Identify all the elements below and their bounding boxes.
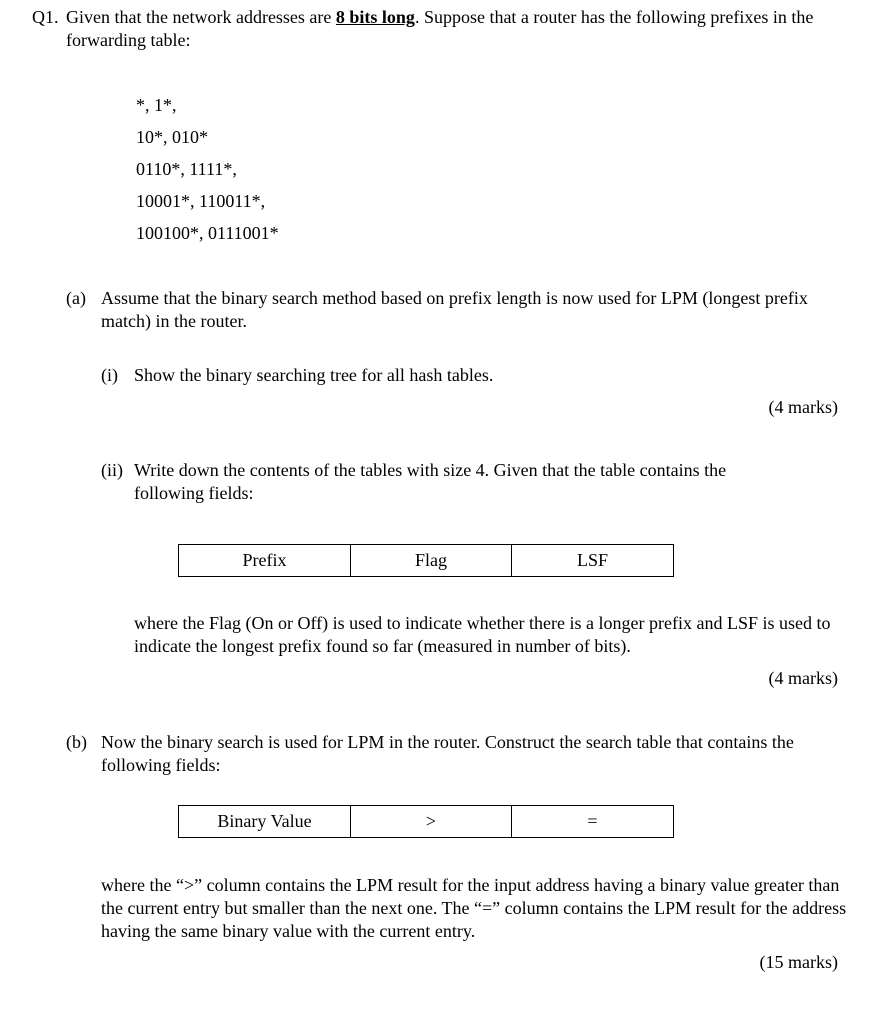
question-intro	[66, 6, 856, 52]
tables-size-4-fields	[178, 544, 674, 577]
part-a-ii-marks: (4 marks)	[768, 668, 838, 688]
part-a-ii-label: (ii)	[101, 460, 123, 480]
field-header-binary-value: Binary Value	[179, 806, 351, 838]
part-a-label: (a)	[66, 288, 86, 308]
part-a-ii-text: Write down the contents of the tables with size 4. Given that the table contains the following fields:	[134, 460, 727, 503]
prefix-line: 100100*, 0111001*	[136, 223, 279, 243]
part-a-text: Assume that the binary search method based on prefix length is now used for LPM (longest prefix match) in the router.	[101, 288, 808, 331]
part-b-text: Now the binary search is used for LPM in the router. Construct the search table that contains the following fields:	[101, 732, 794, 775]
question-intro-start: Given that the network addresses are	[66, 7, 336, 27]
prefix-line: 10*, 010*	[136, 127, 208, 147]
part-b-explanation: where the “>” column contains the LPM result for the input address having a binary value greater than the current entry but smaller than the next one. The “=” column contains the LPM result for the address having the same binary value with the current entry.	[101, 875, 847, 941]
field-header-flag: Flag	[351, 545, 512, 577]
field-header-greater: >	[351, 806, 512, 838]
part-b-marks: (15 marks)	[759, 952, 838, 972]
search-table-fields	[178, 805, 674, 838]
part-a-i-text: Show the binary searching tree for all hash tables.	[134, 365, 494, 385]
prefix-line: 0110*, 1111*,	[136, 159, 237, 179]
field-header-prefix: Prefix	[179, 545, 351, 577]
field-header-lsf: LSF	[512, 545, 674, 577]
prefix-line: *, 1*,	[136, 95, 177, 115]
address-length-emphasis: 8 bits long	[335, 7, 415, 27]
part-b-label: (b)	[66, 732, 87, 752]
question-intro-end: . Suppose that a router has the following prefixes in the forwarding table:	[66, 7, 814, 50]
part-a-i-marks: (4 marks)	[768, 397, 838, 417]
question-number: Q1.	[32, 7, 59, 27]
field-header-equal: =	[512, 806, 674, 838]
part-a-i-label: (i)	[101, 365, 118, 385]
part-a-ii-explanation: where the Flag (On or Off) is used to indicate whether there is a longer prefix and LSF is used to indicate the longest prefix found so far (measured in number of bits).	[134, 613, 831, 656]
prefix-line: 10001*, 110011*,	[136, 191, 266, 211]
